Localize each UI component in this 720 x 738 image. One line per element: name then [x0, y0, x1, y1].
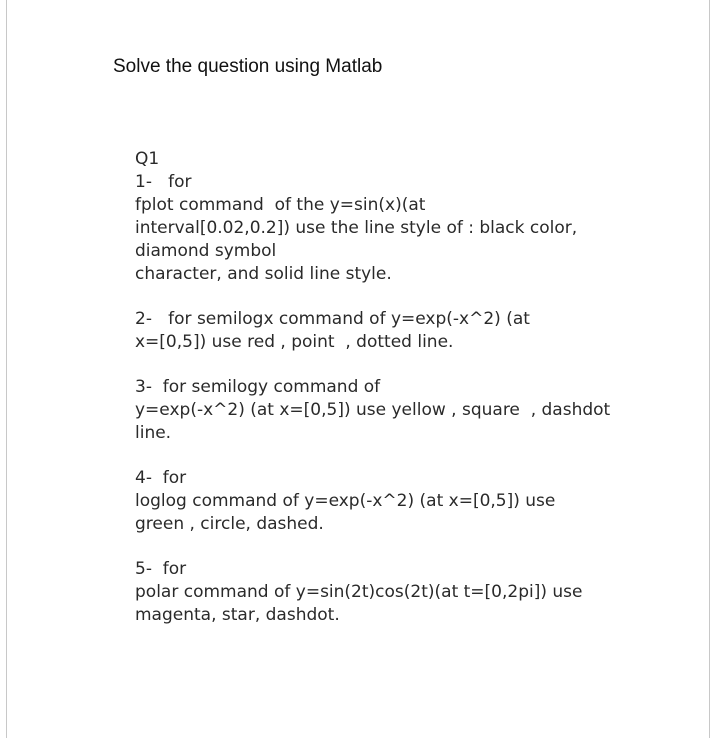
item-line: 4- for	[135, 468, 187, 488]
item-line: diamond symbol	[135, 241, 277, 261]
item-line: polar command of y=sin(2t)cos(2t)(at t=[0,2pi]) use	[135, 582, 583, 602]
item-line: 2- for semilogx command of y=exp(-x^2) (at	[135, 309, 530, 329]
item-line: 3- for semilogy command of	[135, 377, 381, 397]
question-item-3	[135, 376, 611, 445]
item-line: interval[0.02,0.2]) use the line style of : black color,	[135, 218, 578, 238]
item-line: line.	[135, 423, 172, 443]
question-label: Q1	[135, 149, 160, 169]
document-page	[6, 0, 710, 738]
item-line: character, and solid line style.	[135, 264, 392, 284]
item-line: magenta, star, dashdot.	[135, 605, 340, 625]
item-line: 5- for	[135, 559, 187, 579]
item-line: green , circle, dashed.	[135, 514, 324, 534]
question-item-5	[135, 558, 605, 627]
document-heading: Solve the question using Matlab	[113, 56, 383, 77]
item-line: 1- for	[135, 172, 192, 192]
question-item-2	[135, 308, 605, 354]
item-line: loglog command of y=exp(-x^2) (at x=[0,5]) use	[135, 491, 556, 511]
question-item-4	[135, 467, 605, 536]
item-line: fplot command of the y=sin(x)(at	[135, 195, 426, 215]
item-line: y=exp(-x^2) (at x=[0,5]) use yellow , square , dashdot	[135, 400, 611, 420]
item-line: x=[0,5]) use red , point , dotted line.	[135, 332, 454, 352]
question-item-1	[135, 171, 605, 286]
question-content	[135, 148, 611, 649]
